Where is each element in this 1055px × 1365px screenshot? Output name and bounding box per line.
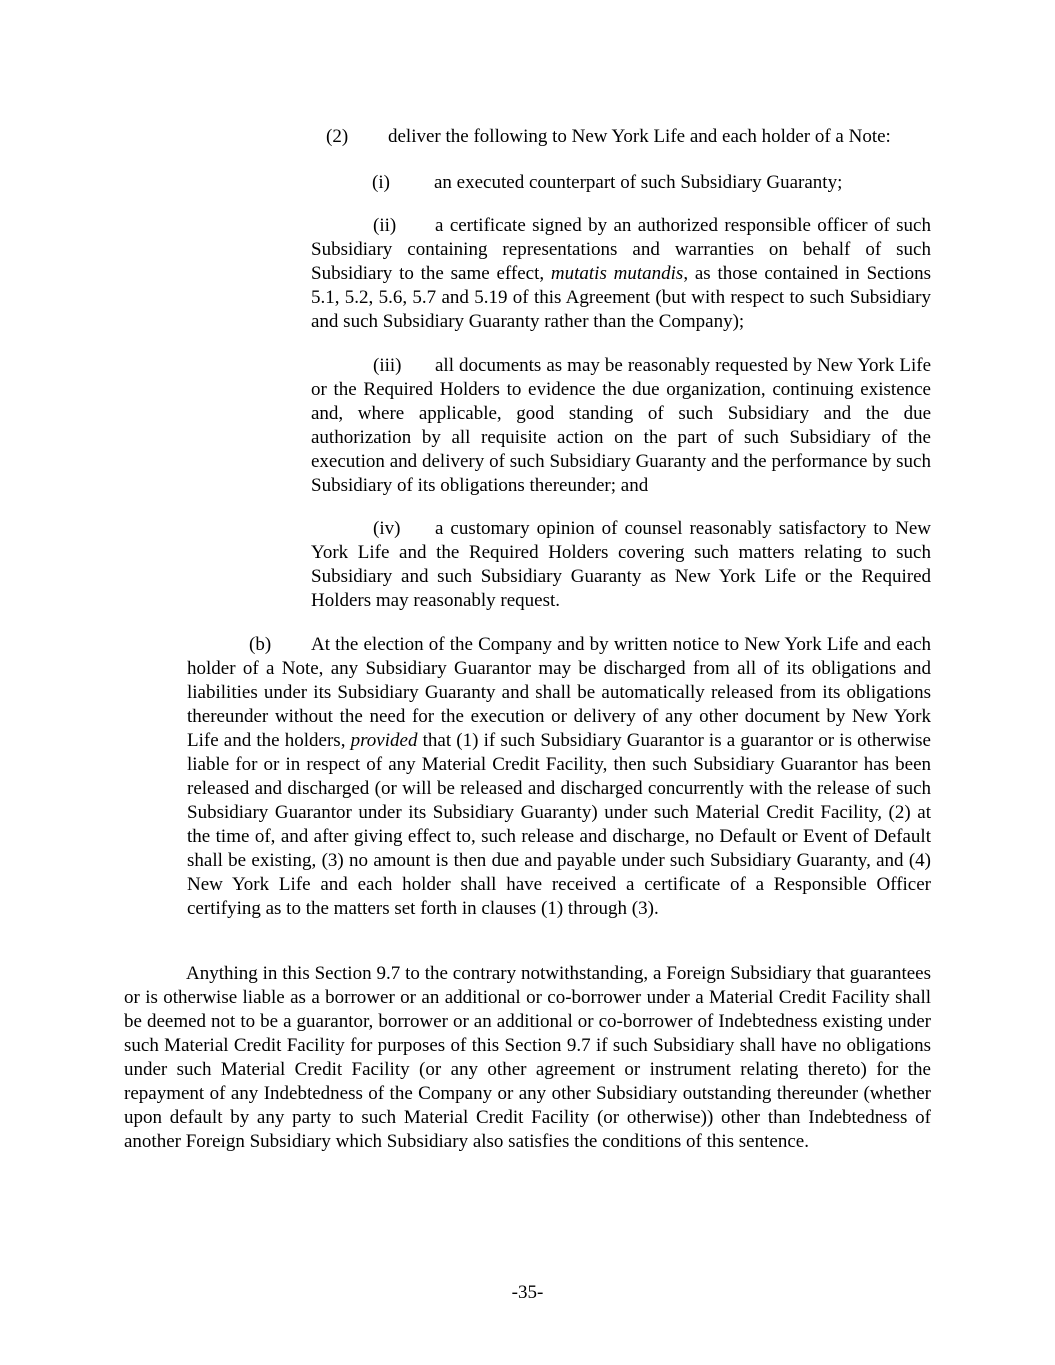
clause-i-text: an executed counterpart of such Subsidiary Guaranty;: [434, 172, 843, 193]
clause-b-italic: provided: [350, 730, 418, 751]
clause-ii-italic: mutatis mutandis: [550, 263, 684, 284]
clause-iii-label: (iii): [373, 355, 402, 376]
clause-i-label: (i): [372, 172, 390, 193]
clause-ii-text-after: , as those contained in Sections 5.1, 5.2, 5.6, 5.7 and 5.19 of this Agreement (but with respect to such Subsidiary and such Subsidiary Guaranty rather than the Company);: [311, 263, 931, 332]
clause-ii-label: (ii): [373, 215, 397, 236]
clause-ii: [311, 214, 931, 334]
clause-iv-label: (iv): [373, 518, 401, 539]
clause-2: [326, 125, 936, 149]
clause-iii-text: all documents as may be reasonably requested by New York Life or the Required Holders to evidence the due organization, continuing existence and, where applicable, good standing of such Subsidiary and the due authorization by all requisite action on the part of such Subsidiary of the execution and delivery of such Subsidiary Guaranty and the performance by such Subsidiary of its obligations thereunder; and: [311, 355, 931, 496]
clause-ii-text-before: a certificate signed by an authorized responsible officer of such Subsidiary containing representations and warranties on behalf of such Subsidiary to the same effect,: [311, 215, 931, 284]
clause-2-label: (2): [326, 126, 349, 147]
closing-paragraph: [124, 962, 931, 1154]
clause-b-text-after: that (1) if such Subsidiary Guarantor is a guarantor or is otherwise liable for or in respect of any Material Credit Facility, then such Subsidiary Guarantor has been released and discharged (or will be released and discharged concurrently with the release of such Subsidiary Guarantor under its Subsidiary Guaranty) under such Material Credit Facility, (2) at the time of, and after giving effect to, such release and discharge, no Default or Event of Default shall be existing, (3) no amount is then due and payable under such Subsidiary Guaranty, and (4) New York Life and each holder shall have received a certificate of a Responsible Officer certifying as to the matters set forth in clauses (1) through (3).: [187, 730, 931, 919]
clause-2-text: deliver the following to New York Life and each holder of a Note:: [388, 126, 891, 147]
clause-i: [372, 171, 932, 195]
page-number: -35-: [511, 1282, 544, 1303]
clause-iii: [311, 354, 931, 498]
clause-b-label: (b): [249, 634, 272, 655]
closing-paragraph-text: Anything in this Section 9.7 to the contrary notwithstanding, a Foreign Subsidiary that guarantees or is otherwise liable as a borrower or an additional or co-borrower under a Material Credit Facility shall be deemed not to be a guarantor, borrower or an additional or co-borrower of Indebtedness existing under such Material Credit Facility for purposes of this Section 9.7 if such Subsidiary shall have no obligations under such Material Credit Facility (or any other agreement or instrument relating thereto) for the repayment of any Indebtedness of the Company or any other Subsidiary outstanding thereunder (whether upon default by any party to such Material Credit Facility (or otherwise)) other than Indebtedness of another Foreign Subsidiary which Subsidiary also satisfies the conditions of this sentence.: [124, 963, 931, 1152]
clause-b-text-before: At the election of the Company and by written notice to New York Life and each holder of a Note, any Subsidiary Guarantor may be discharged from all of its obligations and liabilities under its Subsidiary Guaranty and shall be automatically released from its obligations thereunder without the need for the execution or delivery of any other document by New York Life and the holders,: [187, 634, 931, 751]
clause-iv-text: a customary opinion of counsel reasonably satisfactory to New York Life and the Required Holders covering such matters relating to such Subsidiary and such Subsidiary Guaranty as New York Life or the Required Holders may reasonably request.: [311, 518, 931, 611]
clause-b: [187, 633, 931, 921]
clause-iv: [311, 517, 931, 613]
